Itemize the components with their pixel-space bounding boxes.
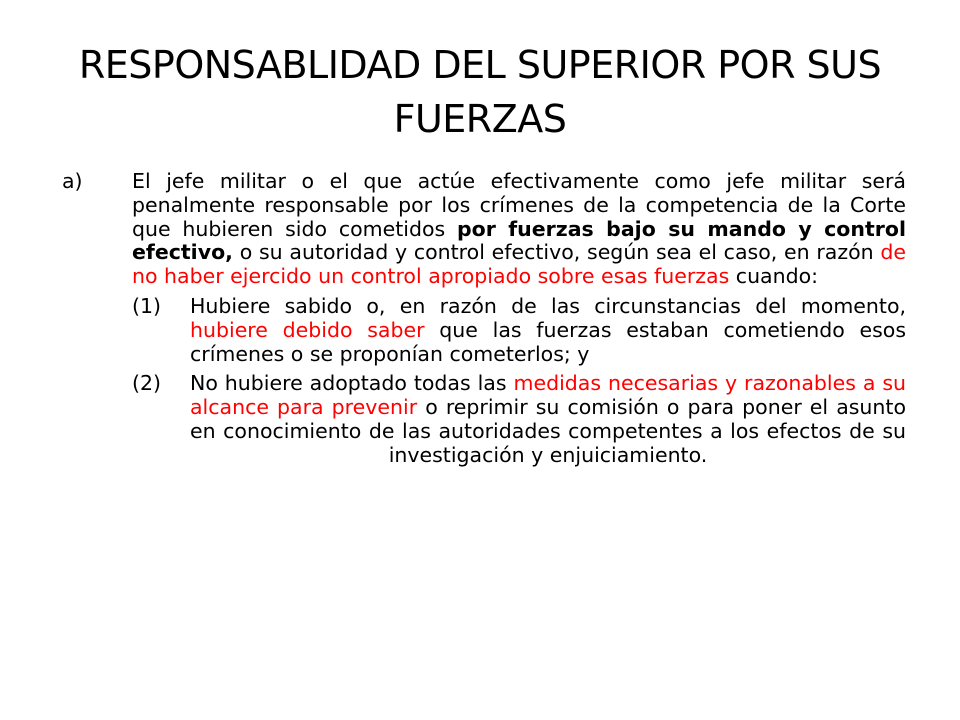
clause-a-text-3: cuando:	[729, 264, 819, 289]
subclause-2-text-2: o reprimir su comisión o para poner el asunto en conocimiento de las autoridades competentes a los efectos de su investigación y enjuiciamiento.	[190, 395, 906, 467]
clause-a	[54, 170, 906, 289]
clause-a-text-2: o su autoridad y control efectivo, según sea el caso, en razón	[232, 240, 881, 265]
subclause-2-red-1: medidas necesarias y razonables a su alcance para prevenir	[190, 371, 906, 420]
subclause-1-text-2: que las fuerzas estaban cometiendo esos crímenes o se proponían cometerlos; y	[190, 317, 906, 366]
clause-a-text-1: El jefe militar o el que actúe efectivamente como jefe militar será penalmente responsable por los crímenes de la competencia de la Corte que hubieren sido cometidos	[132, 169, 906, 241]
clause-a-red-1: de no haber ejercido un control apropiado sobre esas fuerzas	[132, 240, 906, 289]
clause-a-marker: a)	[62, 169, 83, 193]
slide-title: RESPONSABLIDAD DEL SUPERIOR POR SUS FUERZAS	[78, 43, 882, 141]
subclause-1-text-1: Hubiere sabido o, en razón de las circunstancias del momento,	[190, 293, 906, 318]
subclause-1-red-1: hubiere debido saber	[190, 317, 425, 342]
slide-body	[54, 170, 906, 468]
subclause-2-text-1: No hubiere adoptado todas las	[190, 371, 514, 396]
clause-a-bold-1: por fuerzas bajo su mando y control efectivo,	[132, 216, 907, 265]
subclause-1-marker: (1)	[132, 293, 162, 318]
subclause-2-marker: (2)	[132, 371, 162, 396]
subclause-1	[54, 295, 906, 366]
subclause-2	[54, 372, 906, 467]
